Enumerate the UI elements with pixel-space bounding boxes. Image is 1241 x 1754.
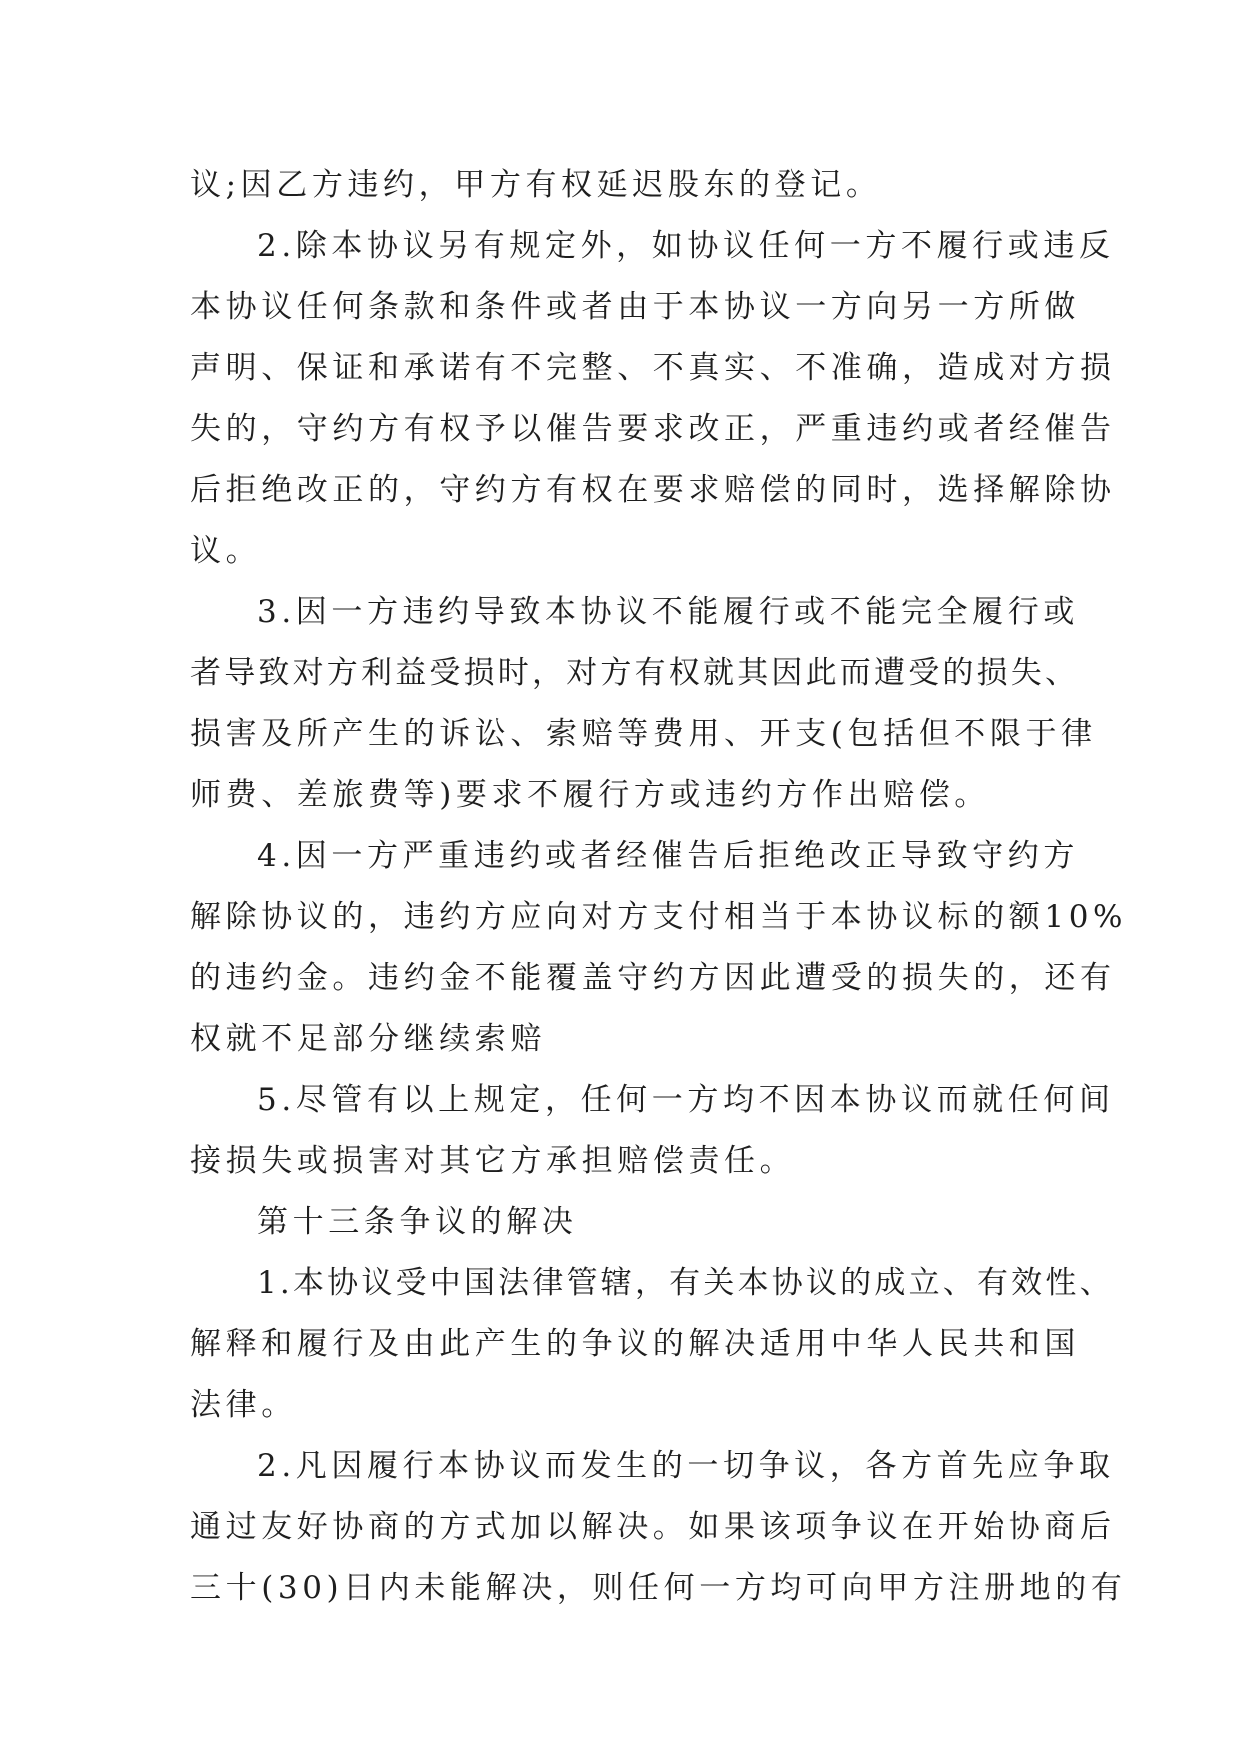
text-line: 3.因一方违约导致本协议不能履行或不能完全履行或 xyxy=(257,594,1079,630)
text-line: 2.除本协议另有规定外，如协议任何一方不履行或违反 xyxy=(257,228,1115,264)
text-line: 声明、保证和承诺有不完整、不真实、不准确，造成对方损 xyxy=(190,350,1116,386)
text-line: 4.因一方严重违约或者经催告后拒绝改正导致守约方 xyxy=(257,838,1079,874)
text-line: 三十(30)日内未能解决，则任何一方均可向甲方注册地的有 xyxy=(190,1570,1127,1606)
section-heading: 第十三条争议的解决 xyxy=(257,1204,578,1240)
text-line: 议;因乙方违约，甲方有权延迟股东的登记。 xyxy=(190,167,882,203)
text-line: 1.本协议受中国法律管辖，有关本协议的成立、有效性、 xyxy=(257,1265,1114,1301)
text-line: 法律。 xyxy=(190,1387,297,1423)
text-line: 通过友好协商的方式加以解决。如果该项争议在开始协商后 xyxy=(190,1509,1116,1545)
text-line: 权就不足部分继续索赔 xyxy=(190,1021,546,1057)
text-line: 议。 xyxy=(190,533,262,569)
text-line: 的违约金。违约金不能覆盖守约方因此遭受的损失的，还有 xyxy=(190,960,1116,996)
text-line: 失的，守约方有权予以催告要求改正，严重违约或者经催告 xyxy=(190,411,1116,447)
text-line: 解释和履行及由此产生的争议的解决适用中华人民共和国 xyxy=(190,1326,1080,1362)
text-line: 损害及所产生的诉讼、索赔等费用、开支(包括但不限于律 xyxy=(190,716,1097,752)
text-line: 者导致对方利益受损时，对方有权就其因此而遭受的损失、 xyxy=(190,655,1080,691)
document-body xyxy=(190,155,1128,1619)
text-line: 后拒绝改正的，守约方有权在要求赔偿的同时，选择解除协 xyxy=(190,472,1116,508)
text-line: 师费、差旅费等)要求不履行方或违约方作出赔偿。 xyxy=(190,777,990,813)
text-line: 解除协议的，违约方应向对方支付相当于本协议标的额10% xyxy=(190,899,1128,935)
text-line: 2.凡因履行本协议而发生的一切争议，各方首先应争取 xyxy=(257,1448,1115,1484)
text-line: 接损失或损害对其它方承担赔偿责任。 xyxy=(190,1143,796,1179)
text-line: 本协议任何条款和条件或者由于本协议一方向另一方所做 xyxy=(190,289,1080,325)
text-line: 5.尽管有以上规定，任何一方均不因本协议而就任何间 xyxy=(257,1082,1115,1118)
